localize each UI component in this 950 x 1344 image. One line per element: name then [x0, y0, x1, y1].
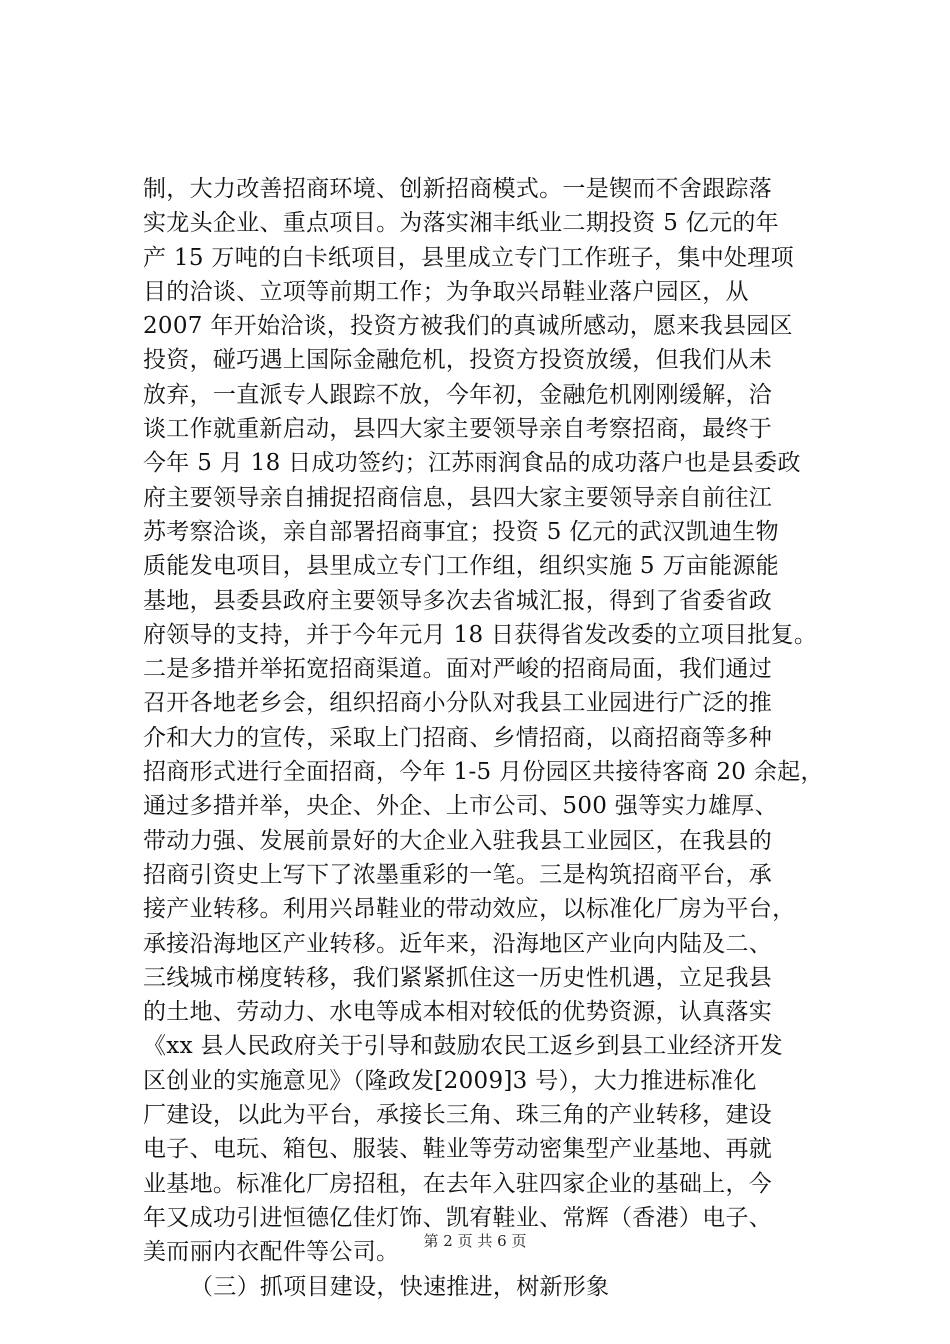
text-line: 区创业的实施意见》（隆政发[2009]3 号），大力推进标准化	[143, 1067, 757, 1094]
page-number-footer: 第 2 页 共 6 页	[423, 1232, 527, 1250]
text-line: 的土地、劳动力、水电等成本相对较低的优势资源，认真落实	[143, 999, 773, 1026]
text-line: 基地，县委县政府主要领导多次去省城汇报，得到了省委省政	[143, 587, 773, 614]
text-line: 实龙头企业、重点项目。为落实湘丰纸业二期投资 5 亿元的年	[143, 210, 779, 237]
text-line: 三线城市梯度转移，我们紧紧抓住这一历史性机遇，立足我县	[143, 964, 773, 991]
text-line: 接产业转移。利用兴昂鞋业的带动效应，以标准化厂房为平台，	[143, 896, 796, 923]
text-line: 《xx 县人民政府关于引导和鼓励农民工返乡到县工业经济开发	[143, 1033, 783, 1060]
text-line: 美而丽内衣配件等公司。	[143, 1239, 400, 1266]
text-line: 电子、电玩、箱包、服装、鞋业等劳动密集型产业基地、再就	[143, 1136, 773, 1163]
text-line: 介和大力的宣传，采取上门招商、乡情招商，以商招商等多种	[143, 724, 773, 751]
text-line: 今年 5 月 18 日成功签约；江苏雨润食品的成功落户也是县委政	[143, 450, 801, 477]
text-line: 2007 年开始洽谈，投资方被我们的真诚所感动，愿来我县园区	[143, 313, 793, 340]
text-line: 制，大力改善招商环境、创新招商模式。一是锲而不舍跟踪落	[143, 176, 773, 202]
text-line: 质能发电项目，县里成立专门工作组，组织实施 5 万亩能源能	[143, 553, 779, 580]
text-line: 厂建设，以此为平台，承接长三角、珠三角的产业转移，建设	[143, 1102, 773, 1129]
body-text	[143, 172, 843, 1304]
text-line: 招商引资史上写下了浓墨重彩的一笔。三是构筑招商平台，承	[143, 861, 773, 888]
text-line: 府主要领导亲自捕捉招商信息，县四大家主要领导亲自前往江	[143, 484, 773, 511]
text-line: 谈工作就重新启动，县四大家主要领导亲自考察招商，最终于	[143, 416, 773, 443]
text-line: 投资，碰巧遇上国际金融危机，投资方投资放缓，但我们从未	[143, 347, 773, 374]
text-line: 目的洽谈、立项等前期工作；为争取兴昂鞋业落户园区，从	[143, 278, 749, 305]
text-line: 带动力强、发展前景好的大企业入驻我县工业园区，在我县的	[143, 827, 773, 854]
section-heading: （三）抓项目建设，快速推进，树新形象	[190, 1273, 610, 1300]
text-line: 召开各地老乡会，组织招商小分队对我县工业园进行广泛的推	[143, 690, 773, 717]
text-line: 招商形式进行全面招商，今年 1-5 月份园区共接待客商 20 余起，	[143, 759, 824, 786]
text-line: 年又成功引进恒德亿佳灯饰、凯宥鞋业、常辉（香港）电子、	[143, 1204, 773, 1231]
text-line: 苏考察洽谈，亲自部署招商事宜；投资 5 亿元的武汉凯迪生物	[143, 518, 779, 545]
text-line: 府领导的支持，并于今年元月 18 日获得省发改委的立项目批复。	[143, 621, 818, 648]
text-line: 业基地。标准化厂房招租，在去年入驻四家企业的基础上，今	[143, 1170, 773, 1197]
text-line: 承接沿海地区产业转移。近年来，沿海地区产业向内陆及二、	[143, 930, 773, 957]
text-line: 通过多措并举，央企、外企、上市公司、500 强等实力雄厚、	[143, 793, 778, 820]
text-line: 产 15 万吨的白卡纸项目，县里成立专门工作班子，集中处理项	[143, 244, 794, 271]
text-line: 放弃，一直派专人跟踪不放，今年初，金融危机刚刚缓解，洽	[143, 381, 773, 408]
text-line: 二是多措并举拓宽招商渠道。面对严峻的招商局面，我们通过	[143, 656, 773, 683]
